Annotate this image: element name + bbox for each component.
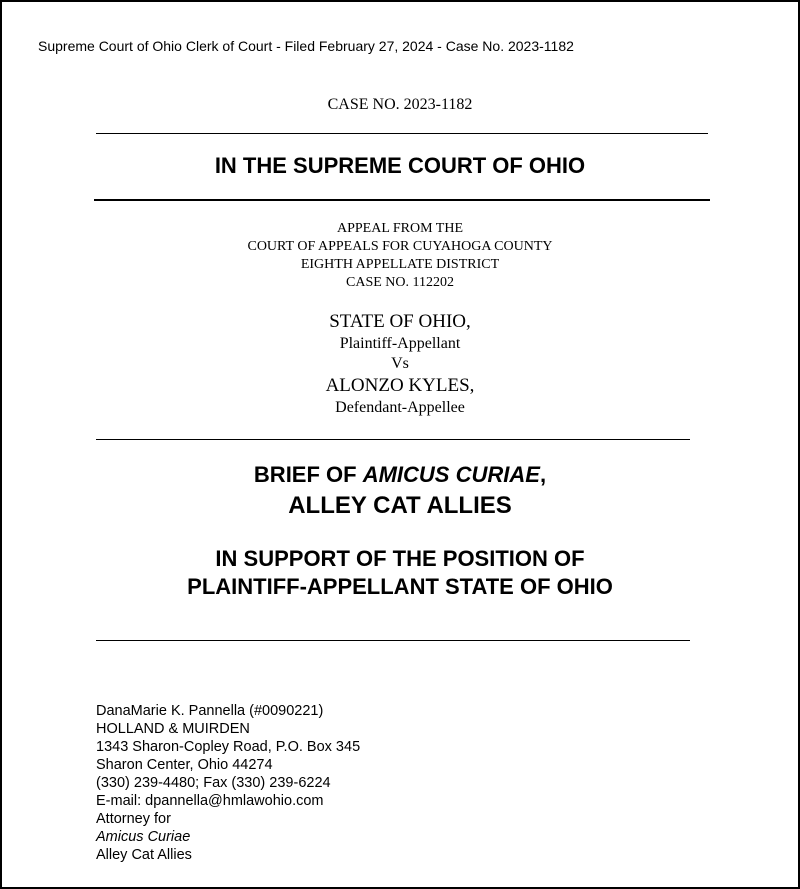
- parties-block: [2, 310, 798, 418]
- defendant-name: ALONZO KYLES,: [325, 375, 475, 396]
- attorney-address-1: 1343 Sharon-Copley Road, P.O. Box 345: [96, 739, 361, 755]
- attorney-phone: (330) 239-4480; Fax (330) 239-6224: [96, 775, 331, 791]
- plaintiff-name: STATE OF OHIO,: [329, 311, 471, 332]
- divider-parties: [96, 439, 690, 440]
- versus-label: Vs: [391, 355, 409, 372]
- divider-court: [94, 199, 710, 201]
- brief-title-line-1: [2, 460, 798, 490]
- attorney-block: [96, 702, 360, 864]
- appeal-block: [2, 220, 798, 292]
- support-title: [2, 545, 798, 601]
- attorney-client: Alley Cat Allies: [96, 847, 192, 863]
- amicus-curiae-label: AMICUS CURIAE: [362, 462, 540, 487]
- appeal-line-3: EIGHTH APPELLATE DISTRICT: [300, 257, 500, 272]
- attorney-role-italic: Amicus Curiae: [96, 829, 191, 845]
- defendant-role: Defendant-Appellee: [335, 399, 465, 416]
- divider-top: [96, 133, 708, 134]
- court-title: IN THE SUPREME COURT OF OHIO: [214, 153, 586, 178]
- plaintiff-role: Plaintiff-Appellant: [339, 335, 461, 352]
- brief-prefix: BRIEF OF: [253, 462, 363, 487]
- attorney-name: DanaMarie K. Pannella (#0090221): [96, 703, 324, 719]
- attorney-role: [96, 810, 360, 846]
- appeal-line-4: CASE NO. 112202: [346, 275, 454, 290]
- divider-bottom: [96, 640, 690, 641]
- support-line-2: PLAINTIFF-APPELLANT STATE OF OHIO: [187, 574, 613, 599]
- appeal-line-1: APPEAL FROM THE: [336, 221, 464, 236]
- attorney-address-2: Sharon Center, Ohio 44274: [96, 757, 273, 773]
- attorney-email: E-mail: dpannella@hmlawohio.com: [96, 793, 324, 809]
- appeal-line-2: COURT OF APPEALS FOR CUYAHOGA COUNTY: [247, 239, 553, 254]
- brief-filer: ALLEY CAT ALLIES: [288, 492, 512, 519]
- case-number: CASE NO. 2023-1182: [327, 96, 473, 113]
- support-line-1: IN SUPPORT OF THE POSITION OF: [215, 546, 585, 571]
- brief-title: [2, 460, 798, 522]
- attorney-role-prefix: Attorney for: [96, 811, 171, 827]
- attorney-firm: HOLLAND & MUIRDEN: [96, 721, 250, 737]
- filing-stamp: Supreme Court of Ohio Clerk of Court - Filed February 27, 2024 - Case No. 2023-1182: [38, 38, 574, 54]
- brief-suffix: ,: [539, 462, 547, 487]
